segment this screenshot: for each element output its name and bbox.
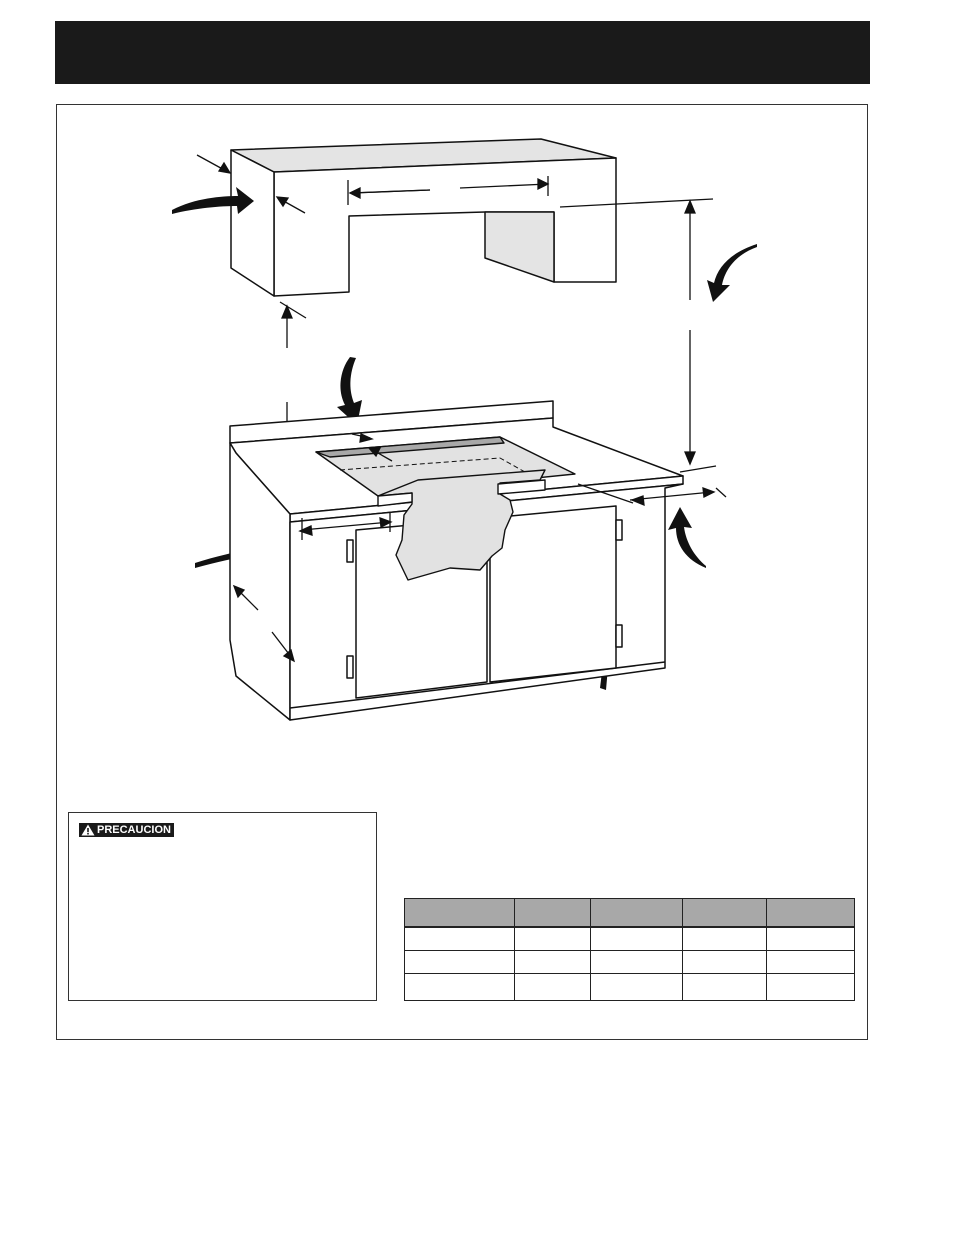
caution-badge (79, 823, 174, 837)
table-cell (683, 974, 767, 1001)
upper-cabinet (231, 139, 616, 296)
table-cell (683, 927, 767, 951)
table-header-cell (767, 899, 855, 928)
table-row (405, 927, 855, 951)
table-header-cell (515, 899, 591, 928)
table-header-cell (683, 899, 767, 928)
table-cell (591, 974, 683, 1001)
table-cell (683, 951, 767, 974)
specification-table (404, 898, 855, 1001)
table-header-cell (591, 899, 683, 928)
table-cell (515, 927, 591, 951)
table-cell (405, 974, 515, 1001)
caution-label: PRECAUCION (97, 824, 171, 836)
warning-triangle-icon (81, 824, 95, 836)
table-cell (767, 927, 855, 951)
table-cell (515, 974, 591, 1001)
table-row (405, 974, 855, 1001)
table-cell (591, 927, 683, 951)
table-cell (767, 974, 855, 1001)
table-cell (515, 951, 591, 974)
table-row (405, 951, 855, 974)
table-header-cell (405, 899, 515, 928)
table-cell (767, 951, 855, 974)
table-header-row (405, 899, 855, 928)
table-cell (405, 951, 515, 974)
table-cell (591, 951, 683, 974)
caution-box (68, 812, 377, 1001)
table-cell (405, 927, 515, 951)
